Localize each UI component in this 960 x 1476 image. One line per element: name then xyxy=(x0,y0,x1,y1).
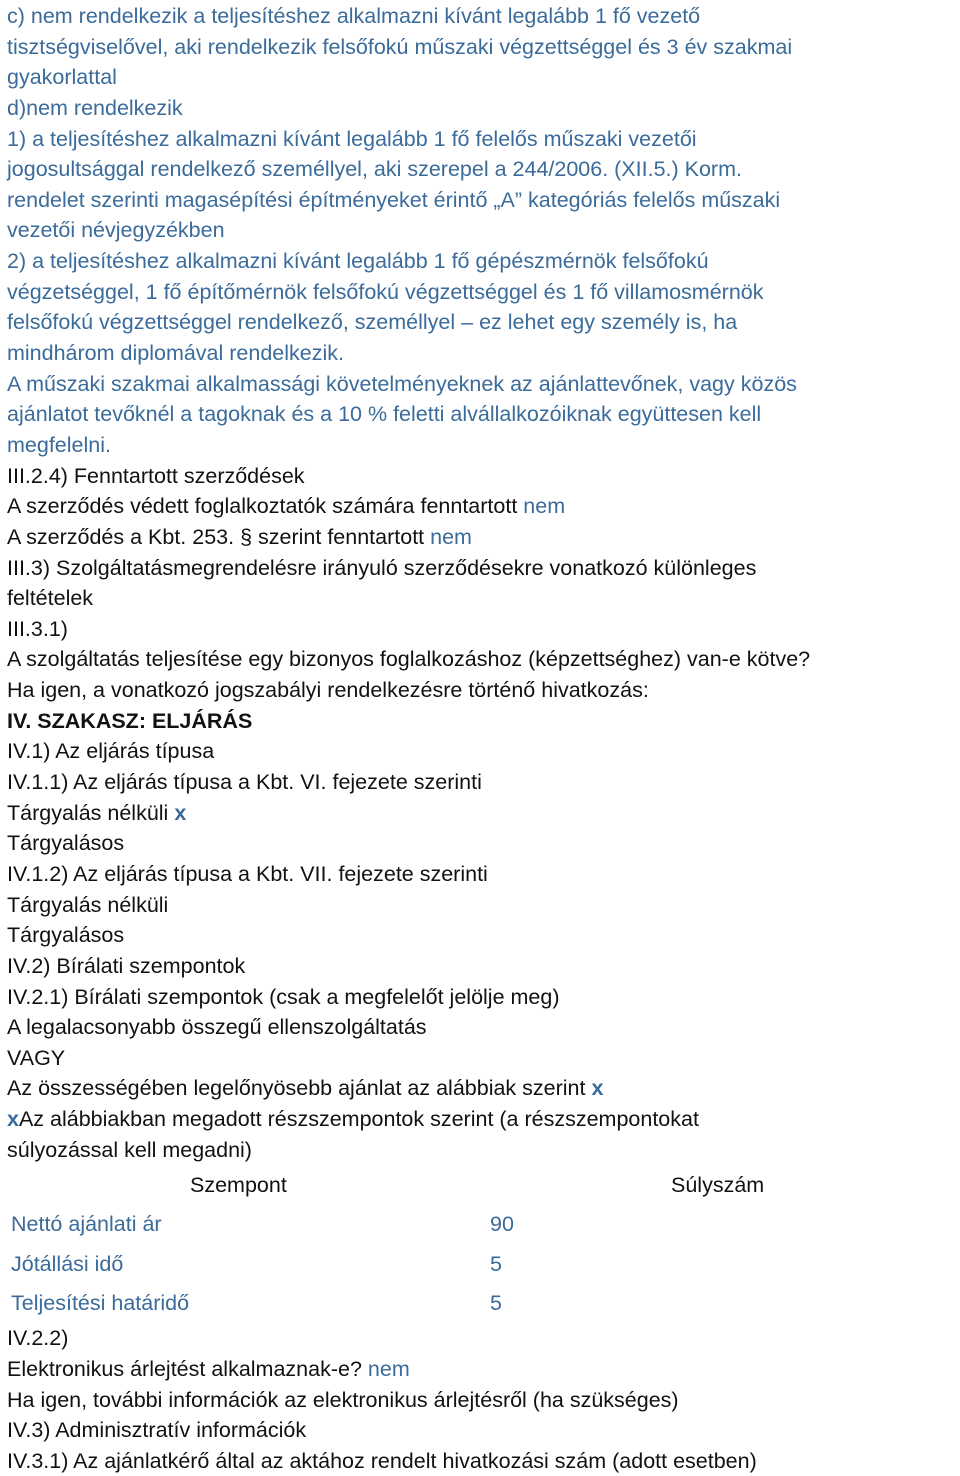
requirement-line: végzetséggel, 1 fő építőmérnök felsőfokú végzettséggel és 1 fő villamosmérnök xyxy=(7,279,764,304)
section-line: IV.1) Az eljárás típusa xyxy=(7,739,215,764)
requirement-line: mindhárom diplomával rendelkezik. xyxy=(7,341,344,366)
admin-heading: IV.3) Adminisztratív információk xyxy=(7,1418,307,1443)
table-row xyxy=(7,1205,957,1244)
auction-note: Ha igen, további információk az elektronikus árlejtésről (ha szükséges) xyxy=(7,1387,679,1412)
requirement-line: c) nem rendelkezik a teljesítéshez alkalmazni kívánt legalább 1 fő vezető xyxy=(7,4,701,28)
criterion-cell: Teljesítési határidő xyxy=(11,1290,190,1315)
auction-question-line xyxy=(7,1354,957,1385)
document-page xyxy=(7,1,957,1476)
weight-cell: 5 xyxy=(490,1251,502,1276)
negotiation-line: Tárgyalásos xyxy=(7,831,125,856)
auction-heading: IV.2.2) xyxy=(7,1326,69,1351)
reserved-253-line xyxy=(7,522,957,553)
best-value-line xyxy=(7,1073,957,1104)
reserved-sheltered-line xyxy=(7,491,957,522)
subcriteria-checkmark: x xyxy=(7,1107,19,1132)
criteria-subheading: IV.2.1) Bírálati szempontok (csak a megfelelőt jelölje meg) xyxy=(7,984,560,1009)
subcriteria-label: Az alábbiakban megadott részszempontok szerint (a részszempontokat xyxy=(18,1107,699,1132)
requirement-line: gyakorlattal xyxy=(7,65,117,90)
section-line: Ha igen, a vonatkozó jogszabályi rendelkezésre történő hivatkozás: xyxy=(7,678,649,703)
reserved-253-value: nem xyxy=(430,524,472,549)
or-line: VAGY xyxy=(7,1045,66,1070)
no-negotiation-checkmark: x xyxy=(174,800,187,825)
requirement-line: megfelelni. xyxy=(7,432,111,457)
criteria-column-header: Szempont xyxy=(190,1173,287,1198)
requirement-line: ajánlatot tevőknél a tagoknak és a 10 % feletti alvállalkozóiknak együttesen kell xyxy=(7,402,762,427)
subcriteria-line xyxy=(7,1104,957,1135)
requirement-line: felsőfokú végzettséggel rendelkező, személlyel – ez lehet egy személy is, ha xyxy=(7,310,738,335)
weight-cell: 5 xyxy=(490,1290,502,1315)
criteria-table-header xyxy=(7,1165,957,1205)
table-row xyxy=(7,1245,957,1284)
criterion-cell: Jótállási idő xyxy=(11,1251,124,1276)
criterion-cell: Nettó ajánlati ár xyxy=(11,1212,162,1237)
criteria-table xyxy=(7,1205,957,1323)
reserved-sheltered-label: A szerződés védett foglalkoztatók számára fenntartott xyxy=(7,494,518,519)
requirement-line: 2) a teljesítéshez alkalmazni kívánt legalább 1 fő gépészmérnök felsőfokú xyxy=(7,249,709,274)
table-row xyxy=(7,1284,957,1323)
requirement-line: jogosultsággal rendelkező személlyel, aki szerepel a 244/2006. (XII.5.) Korm. xyxy=(7,157,742,182)
auction-answer: nem xyxy=(367,1356,410,1381)
requirement-line: rendelet szerinti magasépítési építményeket érintő „A” kategóriás felelős műszaki xyxy=(7,187,781,212)
weight-column-header: Súlyszám xyxy=(671,1173,765,1198)
reserved-sheltered-value: nem xyxy=(523,494,566,519)
requirement-line: 1) a teljesítéshez alkalmazni kívánt legalább 1 fő felelős műszaki vezetői xyxy=(7,126,697,151)
requirement-line: A műszaki szakmai alkalmassági követelményeknek az ajánlattevőnek, vagy közös xyxy=(7,371,797,396)
section-line: feltételek xyxy=(7,586,94,611)
requirements-block xyxy=(7,1,957,461)
requirement-line: d)nem rendelkezik xyxy=(7,95,183,120)
paragraph-symbol: § xyxy=(240,524,253,549)
section-line: III.3) Szolgáltatásmegrendelésre irányuló szerződésekre vonatkozó különleges xyxy=(7,555,757,580)
vii-no-negotiation-line: Tárgyalás nélküli xyxy=(7,892,169,917)
subcriteria-label-cont: súlyozással kell megadni) xyxy=(7,1137,252,1162)
section-line: IV.1.1) Az eljárás típusa a Kbt. VI. fejezete szerinti xyxy=(7,770,482,795)
section-line: III.3.1) xyxy=(7,616,68,641)
reserved-253-label-b: szerint fenntartott xyxy=(258,524,425,549)
reserved-253-label-a: A szerződés a Kbt. 253. xyxy=(7,524,235,549)
best-value-label: Az összességében legelőnyösebb ajánlat az alábbiak szerint xyxy=(7,1076,586,1101)
section-line: A szolgáltatás teljesítése egy bizonyos foglalkozáshoz (képzettséghez) van-e kötve? xyxy=(7,647,811,672)
section-line: IV. SZAKASZ: ELJÁRÁS xyxy=(7,708,253,733)
reserved-contracts-heading: III.2.4) Fenntartott szerződések xyxy=(7,463,305,488)
no-negotiation-line xyxy=(7,798,957,829)
criteria-heading: IV.2) Bírálati szempontok xyxy=(7,953,246,978)
vii-negotiation-line: Tárgyalásos xyxy=(7,923,125,948)
best-value-checkmark: x xyxy=(591,1076,604,1101)
service-and-procedure-block xyxy=(7,553,957,798)
requirement-line: tisztségviselővel, aki rendelkezik felsőfokú műszaki végzettséggel és 3 év szakmai xyxy=(7,34,793,59)
admin-subheading: IV.3.1) Az ajánlatkérő által az aktához rendelt hivatkozási szám (adott esetben) xyxy=(7,1448,757,1473)
vii-procedure-heading: IV.1.2) Az eljárás típusa a Kbt. VII. fejezete szerinti xyxy=(7,861,488,886)
requirement-line: vezetői névjegyzékben xyxy=(7,218,225,243)
weight-cell: 90 xyxy=(490,1212,514,1237)
lowest-price-line: A legalacsonyabb összegű ellenszolgáltatás xyxy=(7,1015,427,1040)
auction-question: Elektronikus árlejtést alkalmaznak-e? xyxy=(7,1356,362,1381)
no-negotiation-label: Tárgyalás nélküli xyxy=(7,800,169,825)
